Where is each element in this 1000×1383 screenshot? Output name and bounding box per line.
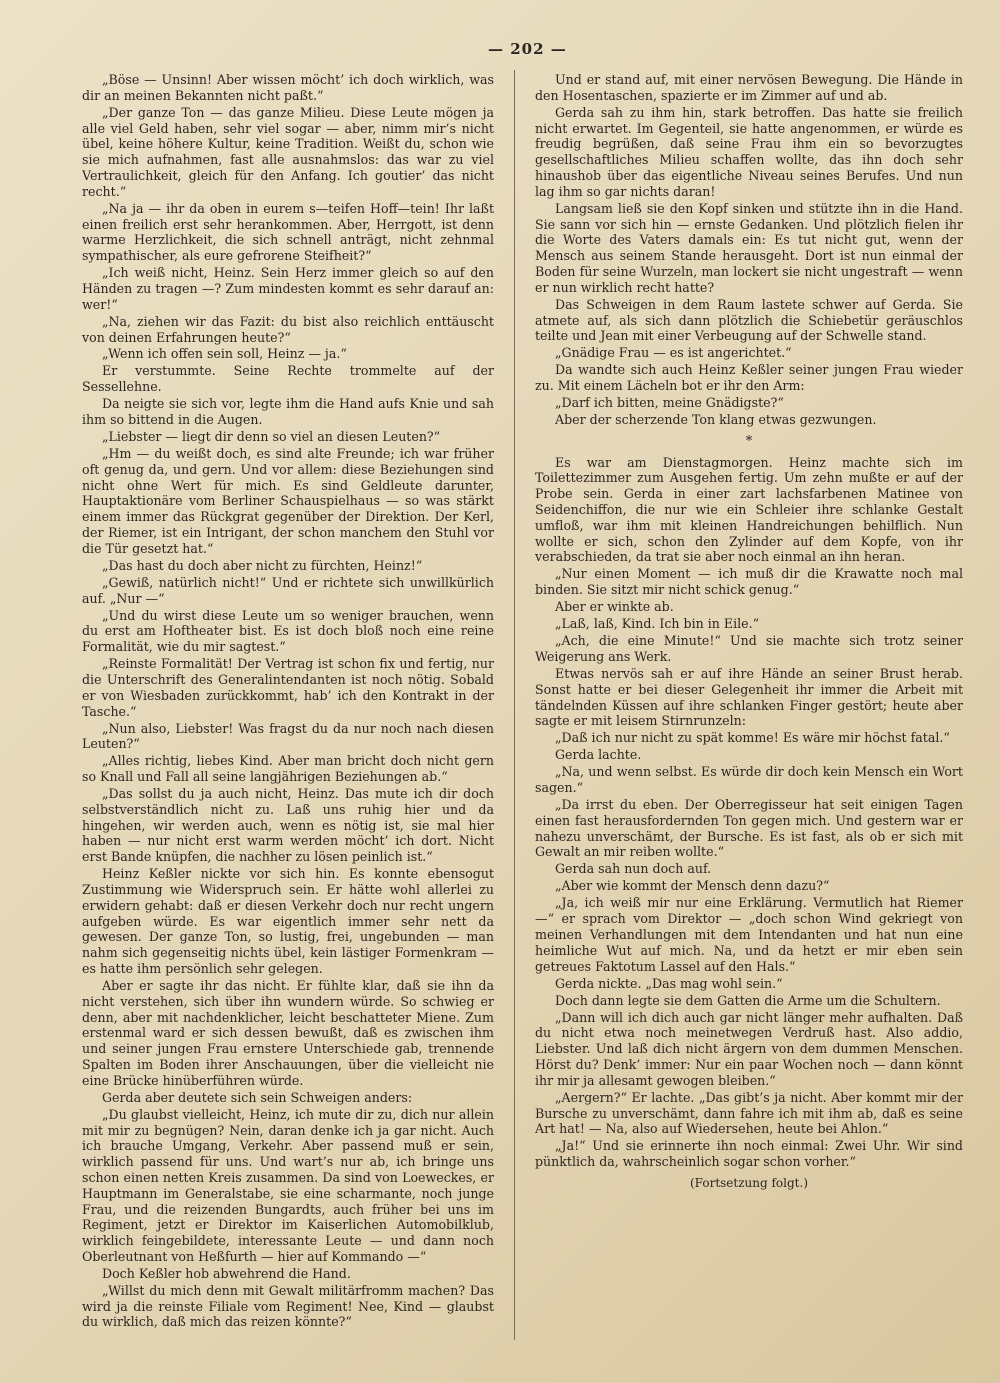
paragraph: Heinz Keßler nickte vor sich hin. Es konnte ebensogut Zustimmung wie Widerspruch sein. Er hätte wohl allerlei zu erwidern gehabt: daß er diesen Verkehr doch nur recht ungern aufgeben würde. Es war eigentlich immer sehr nett da gewesen. Der ganze Ton, so lustig, frei, ungebunden — man nahm sich gegenseitig nichts übel, kein lästiger Formenkram — es hatte ihm persönlich sehr gelegen. bbox=[82, 866, 494, 977]
paragraph: Doch dann legte sie dem Gatten die Arme um die Schultern. bbox=[555, 992, 941, 1008]
paragraph: Gerda nickte. „Das mag wohl sein.“ bbox=[555, 975, 783, 991]
paragraph: Er verstummte. Seine Rechte trommelte auf der Sessellehne. bbox=[82, 363, 494, 395]
paragraph: Gerda lachte. bbox=[555, 747, 642, 763]
paragraph: „Na ja — ihr da oben in eurem s—teifen Hoff—tein! Ihr laßt einen freilich erst sehr herankommen. Aber, Herrgott, ist denn warme Herzlichkeit, die sich schnell anträgt, nicht zehnmal sympathischer, als eure gefrorene Steifheit?“ bbox=[82, 200, 494, 264]
paragraph: „Nur einen Moment — ich muß dir die Krawatte noch mal binden. Sie sitzt mir nicht schick genug.“ bbox=[535, 566, 963, 598]
paragraph: „Böse — Unsinn! Aber wissen möcht’ ich doch wirklich, was dir an meinen Bekannten nicht paßt.“ bbox=[82, 72, 494, 103]
paragraph: „Der ganze Ton — das ganze Milieu. Diese Leute mögen ja alle viel Geld haben, sehr viel sogar — aber, nimm mir’s nicht übel, keine höhere Kultur, keine Tradition. Weißt du, schon wie sie mich aufnahmen, fast alle ausnahmslos: das war zu viel Vertraulichkeit, gleich für den Anfang. Ich goutier’ das nicht recht.“ bbox=[82, 104, 494, 199]
paragraph: Gerda sah nun doch auf. bbox=[555, 861, 712, 877]
paragraph: „Du glaubst vielleicht, Heinz, ich mute dir zu, dich nur allein mit mir zu begnügen? Nein, daran denke ich ja gar nicht. Auch ich brauche Umgang, Verkehr. Aber passend muß er sein, wirklich passend für uns. Und wart’s nur ab, ich bringe uns schon einen netten Kreis zusammen. Da sind von Loeweckes, er Hauptmann im Generalstabe, sie eine scharmante, noch junge Frau, und die reizenden Bungardts, auch früher bei uns im Regiment, jetzt er Direktor im Kaiserlichen Automobilklub, wirklich feingebildete, interessante Leute — und dann noch Oberleutnant von Heßfurth — hier auf Kommando —“ bbox=[82, 1106, 494, 1264]
paragraph: „Laß, laß, Kind. Ich bin in Eile.“ bbox=[555, 616, 760, 632]
paragraph: „Liebster — liegt dir denn so viel an diesen Leuten?“ bbox=[102, 429, 441, 445]
paragraph: „Daß ich nur nicht zu spät komme! Es wäre mir höchst fatal.“ bbox=[555, 730, 950, 746]
paragraph: „Hm — du weißt doch, es sind alte Freunde; ich war früher oft genug da, und gern. Und vor allem: diese Beziehungen sind nicht ohne Wert für mich. Es sind Geldleute darunter, Hauptaktionäre vom Berliner Schauspielhaus — so was stärkt einem immer das Rückgrat gegenüber der Direktion. Der Kerl, der Riemer, ist ein Intrigant, der schon manchem den Stuhl vor die Tür gesetzt hat.“ bbox=[82, 446, 494, 556]
paragraph: „Alles richtig, liebes Kind. Aber man bricht doch nicht gern so Knall und Fall all seine langjährigen Beziehungen ab.“ bbox=[82, 753, 494, 785]
paragraph: „Ich weiß nicht, Heinz. Sein Herz immer gleich so auf den Händen zu tragen —? Zum mindesten kommt es sehr darauf an: wer!“ bbox=[82, 265, 494, 312]
paragraph: Aber der scherzende Ton klang etwas gezwungen. bbox=[555, 412, 877, 428]
paragraph: Da neigte sie sich vor, legte ihm die Hand aufs Knie und sah ihm so bittend in die Augen. bbox=[82, 396, 494, 428]
paragraph: „Das hast du doch aber nicht zu fürchten, Heinz!“ bbox=[102, 557, 423, 573]
paragraph: „Ach, die eine Minute!“ Und sie machte sich trotz seiner Weigerung ans Werk. bbox=[535, 633, 963, 664]
paragraph: „Da irrst du eben. Der Oberregisseur hat seit einigen Tagen einen fast herausfordernden Ton gegen mich. Und gestern war er nahezu unverschämt, der Bursche. Es ist fast, als ob er sich mit Gewalt an mir reiben wollte.“ bbox=[535, 797, 963, 860]
paragraph: „Gnädige Frau — es ist angerichtet.“ bbox=[555, 345, 792, 361]
paragraph: „Ja!“ Und sie erinnerte ihn noch einmal: Zwei Uhr. Wir sind pünktlich da, wahrscheinlich sogar schon vorher.“ bbox=[535, 1138, 963, 1170]
paragraph: „Ja, ich weiß mir nur eine Erklärung. Vermutlich hat Riemer —“ er sprach vom Direktor — „doch schon Wind gekriegt von meinen Verhandlungen mit dem Intendanten und hat nun eine heimliche Wut auf mich. Na, und da hetzt er mir eben sein getreues Faktotum Lassel auf den Hals.“ bbox=[535, 895, 963, 974]
paragraph: „Na, ziehen wir das Fazit: du bist also reichlich enttäuscht von deinen Erfahrungen heute?“ bbox=[82, 313, 494, 345]
paragraph: „Dann will ich dich auch gar nicht länger mehr aufhalten. Daß du nicht etwa noch meinetwegen Verdruß hast. Also addio, Liebster. Und laß dich nicht ärgern von dem dummen Menschen. Hörst du? Denk’ immer: Nur ein paar Wochen noch — dann könnt ihr mir ja allesamt gewogen bleiben.“ bbox=[535, 1009, 963, 1088]
paragraph: „Willst du mich denn mit Gewalt militärfromm machen? Das wird ja die reinste Filiale vom Regiment! Nee, Kind — glaubst du wirklich, daß mich das reizen könnte?“ bbox=[82, 1282, 494, 1330]
paragraph: „Nun also, Liebster! Was fragst du da nur noch nach diesen Leuten?“ bbox=[82, 720, 494, 752]
paragraph: „Darf ich bitten, meine Gnädigste?“ bbox=[555, 395, 784, 411]
paragraph: Aber er sagte ihr das nicht. Er fühlte klar, daß sie ihn da nicht verstehen, sich über ihn wundern würde. So schwieg er denn, aber mit nachdenklicher, leicht beschatteter Miene. Zum erstenmal ward er sich dessen bewußt, daß es zwischen ihm und seiner jungen Frau ernstere Unterschiede gab, trennende Spalten im Boden ihrer Anschauungen, über die vielleicht nie eine Brücke hinüberführen würde. bbox=[82, 978, 494, 1088]
paragraph: Da wandte sich auch Heinz Keßler seiner jungen Frau wieder zu. Mit einem Lächeln bot er ihr den Arm: bbox=[535, 362, 963, 394]
left-column bbox=[82, 72, 494, 1352]
paragraph: „Na, und wenn selbst. Es würde dir doch kein Mensch ein Wort sagen.“ bbox=[535, 764, 963, 796]
paragraph: Und er stand auf, mit einer nervösen Bewegung. Die Hände in den Hosentaschen, spazierte er im Zimmer auf und ab. bbox=[535, 72, 963, 103]
paragraph: Langsam ließ sie den Kopf sinken und stützte ihn in die Hand. Sie sann vor sich hin — ernste Gedanken. Und plötzlich fielen ihr die Worte des Vaters damals ein: Es tut nicht gut, wenn der Mensch aus seinem Stande herausgeht. Dort ist nun einmal der Boden für seine Wurzeln, man lockert sie nicht ungestraft — wenn er nun wirklich recht hatte? bbox=[535, 200, 963, 295]
continued-notice: (Fortsetzung folgt.) bbox=[690, 1175, 808, 1190]
paragraph: Das Schweigen in dem Raum lastete schwer auf Gerda. Sie atmete auf, als sich dann plötzlich die Schiebetür geräuschlos teilte und Jean mit einer Verbeugung auf der Schwelle stand. bbox=[535, 296, 963, 344]
paragraph: „Reinste Formalität! Der Vertrag ist schon fix und fertig, nur die Unterschrift des Generalintendanten ist noch nötig. Sobald er von Wiesbaden zurückkommt, hab’ ich den Kontrakt in der Tasche.“ bbox=[82, 656, 494, 719]
right-column bbox=[535, 72, 963, 1352]
paragraph: „Wenn ich offen sein soll, Heinz — ja.“ bbox=[102, 346, 347, 362]
paragraph: „Aber wie kommt der Mensch denn dazu?“ bbox=[555, 878, 830, 894]
paragraph: Doch Keßler hob abwehrend die Hand. bbox=[102, 1265, 351, 1281]
paragraph: „Gewiß, natürlich nicht!“ Und er richtete sich unwillkürlich auf. „Nur —“ bbox=[82, 574, 494, 606]
section-break-asterisk: * bbox=[745, 433, 753, 449]
paragraph: Gerda aber deutete sich sein Schweigen anders: bbox=[102, 1089, 413, 1105]
paragraph: „Und du wirst diese Leute um so weniger brauchen, wenn du erst am Hoftheater bist. Es ist doch bloß noch eine reine Formalität, wie du mir sagtest.“ bbox=[82, 607, 494, 655]
paragraph: Etwas nervös sah er auf ihre Hände an seiner Brust herab. Sonst hatte er bei dieser Gelegenheit ihr immer die Arbeit mit tändelnden Küssen auf ihre schlanken Finger gestört; heute aber sagte er mit leisem Stirnrunzeln: bbox=[535, 665, 963, 729]
column-divider bbox=[514, 70, 515, 1340]
paragraph: „Aergern?“ Er lachte. „Das gibt’s ja nicht. Aber kommt mir der Bursche zu unverschämt, dann fahre ich mit ihm ab, daß es seine Art hat! — Na, also auf Wiedersehen, heute bei Ahlon.“ bbox=[535, 1089, 963, 1137]
paragraph: Es war am Dienstagmorgen. Heinz machte sich im Toilettezimmer zum Ausgehen fertig. Um zehn mußte er auf der Probe sein. Gerda in einer zart lachsfarbenen Matinee von Seidenchiffon, die nur wie ein Schleier ihre schlanke Gestalt umfloß, war ihm mit kleinen Handreichungen behilflich. Nun wollte er sich, schon den Zylinder auf dem Kopfe, von ihr verabschieden, da trat sie aber noch einmal an ihn heran. bbox=[535, 454, 963, 565]
page-number: — 202 — bbox=[488, 40, 567, 58]
paragraph: Gerda sah zu ihm hin, stark betroffen. Das hatte sie freilich nicht erwartet. Im Gegenteil, sie hatte angenommen, er würde es freudig begrüßen, daß seine Frau ihm ein so bevorzugtes gesellschaftliches Milieu schaffen wollte, das ihn doch sehr hinaushob über das eigentliche Niveau seines Berufes. Und nun lag ihm so gar nichts daran! bbox=[535, 104, 963, 199]
paragraph: „Das sollst du ja auch nicht, Heinz. Das mute ich dir doch selbstverständlich nicht zu. Laß uns ruhig hier und da hingehen, wir werden auch, wenn es nötig ist, sie mal hier haben — nur nicht erst warm werden möcht’ ich dort. Nicht erst Bande knüpfen, die nachher zu lösen peinlich ist.“ bbox=[82, 786, 494, 865]
paragraph: Aber er winkte ab. bbox=[555, 599, 674, 615]
